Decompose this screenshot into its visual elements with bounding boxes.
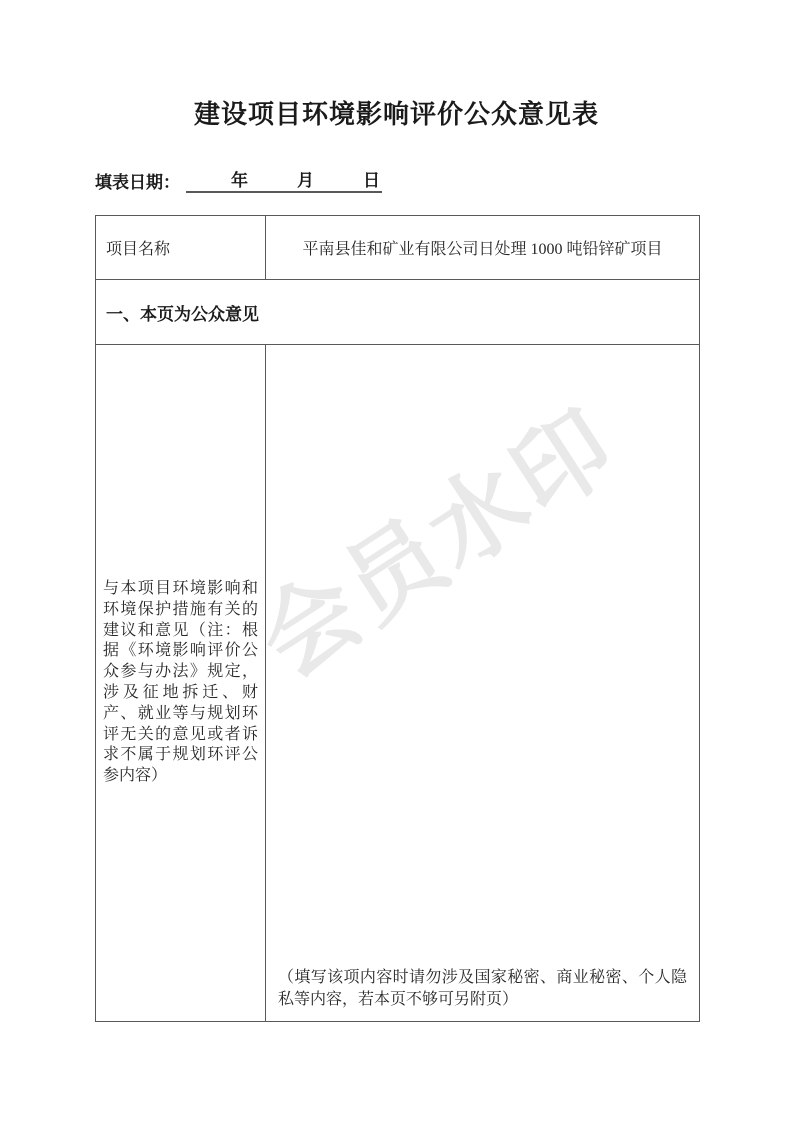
fill-date-line	[95, 166, 382, 193]
section-header-cell	[96, 280, 699, 344]
day-unit-label: 日	[363, 171, 380, 190]
section-header: 一、本页为公众意见	[106, 304, 259, 324]
month-unit-label: 月	[297, 171, 314, 190]
table-row-section-header	[96, 280, 699, 345]
project-name-value: 平南县佳和矿业有限公司日处理 1000 吨铅锌矿项目	[302, 241, 663, 258]
page-title: 建设项目环境影响评价公众意见表	[193, 99, 599, 129]
opinion-form-table	[95, 215, 700, 1022]
project-name-value-cell	[266, 216, 699, 279]
opinion-input-area[interactable]	[278, 353, 687, 967]
project-name-label-cell	[96, 216, 266, 279]
opinion-label: 与本项目环境影响和环境保护措施有关的建议和意见（注：根据《环境影响评价公众参与办法》规定，涉及征地拆迁、财产、就业等与规划环评无关的意见或者诉求不属于规划环评公参内容）	[103, 580, 258, 785]
project-name-label: 项目名称	[106, 241, 171, 258]
table-row-project-name	[96, 216, 699, 280]
fill-date-label: 填表日期：	[95, 173, 180, 192]
table-row-public-opinion	[96, 345, 699, 1021]
opinion-label-cell	[96, 345, 266, 1021]
fill-date-blank-field[interactable]	[186, 166, 382, 193]
opinion-value-cell	[266, 345, 699, 1021]
member-watermark: 会员水印	[241, 389, 636, 698]
year-unit-label: 年	[231, 171, 248, 190]
opinion-privacy-note: （填写该项内容时请勿涉及国家秘密、商业秘密、个人隐私等内容，若本页不够可另附页）	[278, 969, 687, 1008]
